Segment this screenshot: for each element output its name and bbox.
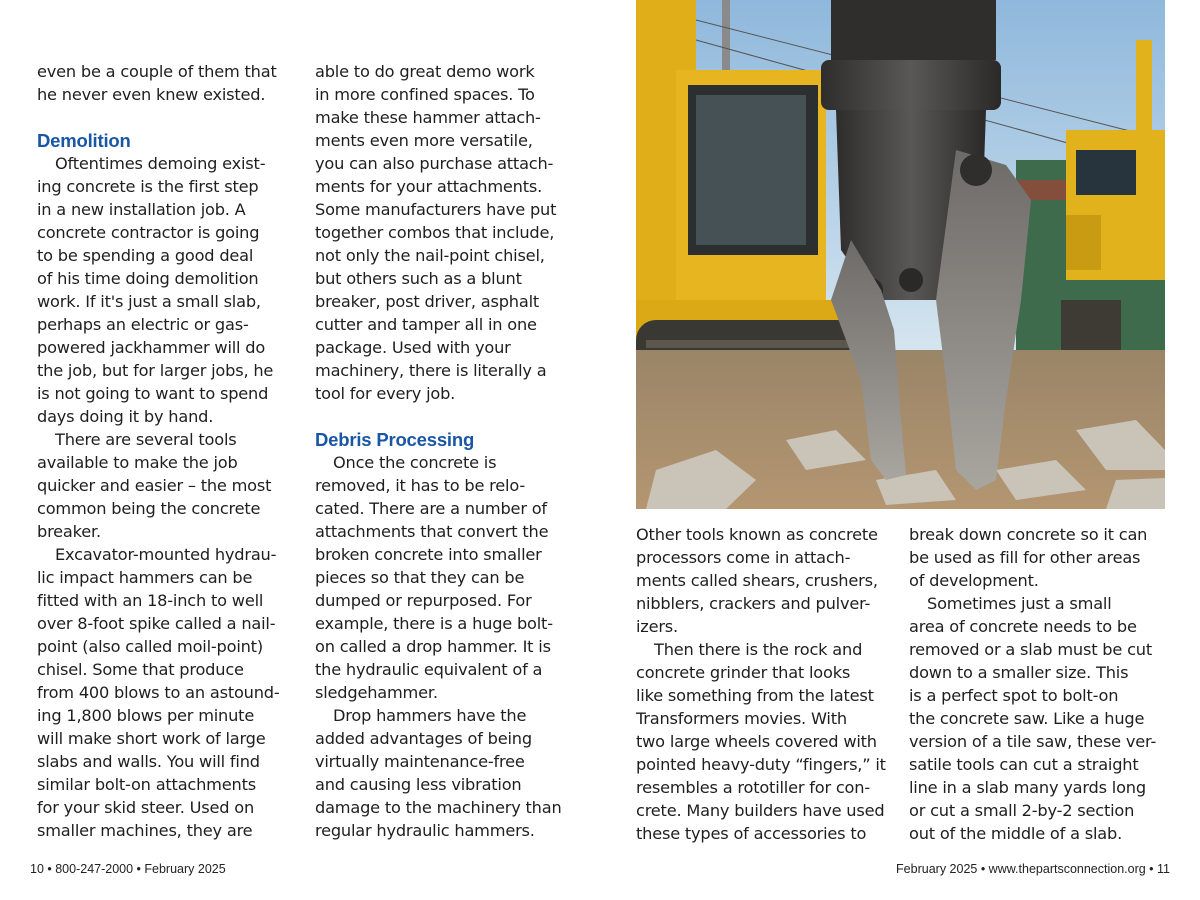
text-line: removed, it has to be relo- xyxy=(315,476,525,495)
text-line: resembles a rototiller for con- xyxy=(636,778,870,797)
text-column-3 xyxy=(636,523,894,845)
text-line: sledgehammer. xyxy=(315,683,438,702)
text-line: common being the concrete xyxy=(37,499,261,518)
text-line: virtually maintenance-free xyxy=(315,752,525,771)
paragraph xyxy=(37,152,292,428)
text-line: over 8-foot spike called a nail- xyxy=(37,614,276,633)
text-line: the concrete saw. Like a huge xyxy=(909,709,1145,728)
text-line: fitted with an 18-inch to well xyxy=(37,591,264,610)
text-line: concrete contractor is going xyxy=(37,223,260,242)
text-line: satile tools can cut a straight xyxy=(909,755,1139,774)
text-line: izers. xyxy=(636,617,678,636)
paragraph xyxy=(636,523,894,638)
text-line: example, there is a huge bolt- xyxy=(315,614,553,633)
text-line: like something from the latest xyxy=(636,686,874,705)
text-line: crete. Many builders have used xyxy=(636,801,885,820)
text-line: concrete grinder that looks xyxy=(636,663,851,682)
text-line: for your skid steer. Used on xyxy=(37,798,255,817)
text-line: make these hammer attach- xyxy=(315,108,541,127)
text-line: of development. xyxy=(909,571,1039,590)
text-line: tool for every job. xyxy=(315,384,456,403)
text-line: cated. There are a number of xyxy=(315,499,547,518)
text-line: Once the concrete is xyxy=(333,453,497,472)
text-line: breaker. xyxy=(37,522,101,541)
text-line: cutter and tamper all in one xyxy=(315,315,537,334)
excavator-concrete-crusher-photo xyxy=(636,0,1165,509)
text-line: quicker and easier – the most xyxy=(37,476,272,495)
paragraph xyxy=(315,704,575,842)
paragraph xyxy=(909,592,1169,845)
paragraph xyxy=(909,523,1169,592)
text-line: these types of accessories to xyxy=(636,824,867,843)
text-line: attachments that convert the xyxy=(315,522,549,541)
paragraph xyxy=(37,428,292,543)
text-line: days doing it by hand. xyxy=(37,407,214,426)
text-line: in more confined spaces. To xyxy=(315,85,535,104)
text-line: work. If it's just a small slab, xyxy=(37,292,261,311)
text-line: from 400 blows to an astound- xyxy=(37,683,280,702)
text-line: and causing less vibration xyxy=(315,775,522,794)
text-line: is not going to want to spend xyxy=(37,384,269,403)
text-line: There are several tools xyxy=(55,430,237,449)
text-line: processors come in attach- xyxy=(636,548,851,567)
text-line: added advantages of being xyxy=(315,729,532,748)
text-line: the hydraulic equivalent of a xyxy=(315,660,543,679)
text-column-4 xyxy=(909,523,1169,845)
text-line: together combos that include, xyxy=(315,223,555,242)
text-line: on called a drop hammer. It is xyxy=(315,637,551,656)
text-line: chisel. Some that produce xyxy=(37,660,244,679)
text-line: area of concrete needs to be xyxy=(909,617,1137,636)
paragraph xyxy=(636,638,894,845)
text-line: regular hydraulic hammers. xyxy=(315,821,535,840)
text-line: ing 1,800 blows per minute xyxy=(37,706,255,725)
text-line: Oftentimes demoing exist- xyxy=(55,154,266,173)
text-line: he never even knew existed. xyxy=(37,85,266,104)
text-line: Excavator-mounted hydrau- xyxy=(55,545,277,564)
text-line: break down concrete so it can xyxy=(909,525,1148,544)
text-line: will make short work of large xyxy=(37,729,266,748)
text-line: Other tools known as concrete xyxy=(636,525,878,544)
text-line: nibblers, crackers and pulver- xyxy=(636,594,871,613)
text-line: Then there is the rock and xyxy=(654,640,863,659)
section-heading-demolition: Demolition xyxy=(37,130,131,151)
text-line: breaker, post driver, asphalt xyxy=(315,292,540,311)
paragraph xyxy=(37,543,292,842)
text-column-1 xyxy=(37,60,292,842)
paragraph xyxy=(315,451,575,704)
text-line: Transformers movies. With xyxy=(636,709,847,728)
text-line: even be a couple of them that xyxy=(37,62,277,81)
text-line: the job, but for larger jobs, he xyxy=(37,361,274,380)
text-line: out of the middle of a slab. xyxy=(909,824,1123,843)
text-line: line in a slab many yards long xyxy=(909,778,1146,797)
text-line: Drop hammers have the xyxy=(333,706,527,725)
text-line: down to a smaller size. This xyxy=(909,663,1129,682)
text-line: to be spending a good deal xyxy=(37,246,254,265)
text-line: machinery, there is literally a xyxy=(315,361,547,380)
text-line: pointed heavy-duty “fingers,” it xyxy=(636,755,886,774)
text-line: ments for your attachments. xyxy=(315,177,543,196)
footer-left-page-info: 10 • 800-247-2000 • February 2025 xyxy=(30,862,226,876)
text-line: ments called shears, crushers, xyxy=(636,571,878,590)
text-line: damage to the machinery than xyxy=(315,798,562,817)
text-line: pieces so that they can be xyxy=(315,568,525,587)
text-line: in a new installation job. A xyxy=(37,200,246,219)
text-line: Some manufacturers have put xyxy=(315,200,557,219)
text-line: not only the nail-point chisel, xyxy=(315,246,545,265)
text-column-2 xyxy=(315,60,575,842)
text-line: perhaps an electric or gas- xyxy=(37,315,249,334)
section-heading-debris-processing: Debris Processing xyxy=(315,429,475,450)
text-line: lic impact hammers can be xyxy=(37,568,253,587)
text-line: similar bolt-on attachments xyxy=(37,775,256,794)
text-line: able to do great demo work xyxy=(315,62,535,81)
text-line: ing concrete is the first step xyxy=(37,177,259,196)
footer-right-page-info: February 2025 • www.thepartsconnection.org • 11 xyxy=(896,862,1170,876)
text-line: powered jackhammer will do xyxy=(37,338,266,357)
text-line: but others such as a blunt xyxy=(315,269,522,288)
text-line: two large wheels covered with xyxy=(636,732,877,751)
text-line: or cut a small 2-by-2 section xyxy=(909,801,1135,820)
text-line: smaller machines, they are xyxy=(37,821,253,840)
text-line: available to make the job xyxy=(37,453,238,472)
text-line: you can also purchase attach- xyxy=(315,154,554,173)
text-line: ments even more versatile, xyxy=(315,131,533,150)
text-line: dumped or repurposed. For xyxy=(315,591,532,610)
text-line: slabs and walls. You will find xyxy=(37,752,260,771)
text-line: is a perfect spot to bolt-on xyxy=(909,686,1119,705)
text-line: be used as fill for other areas xyxy=(909,548,1141,567)
text-line: package. Used with your xyxy=(315,338,511,357)
text-line: Sometimes just a small xyxy=(927,594,1112,613)
text-line: of his time doing demolition xyxy=(37,269,259,288)
text-line: removed or a slab must be cut xyxy=(909,640,1152,659)
text-line: version of a tile saw, these ver- xyxy=(909,732,1157,751)
text-line: point (also called moil-point) xyxy=(37,637,263,656)
text-line: broken concrete into smaller xyxy=(315,545,542,564)
